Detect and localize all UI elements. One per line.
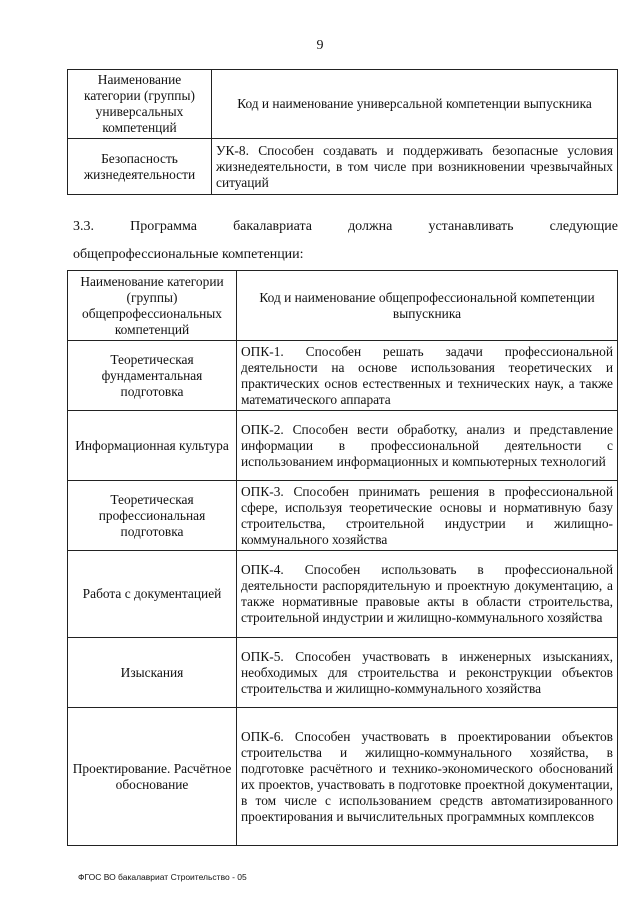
intro-paragraph-line2: общепрофессиональные компетенции:	[73, 247, 304, 262]
table-row	[68, 551, 618, 638]
competence-cell: ОПК-2. Способен вести обработку, анализ и представление информации в профессиональной деятельности с использованием информационных и компьютерных технологий	[237, 411, 618, 481]
paragraph-word: должна	[348, 219, 393, 234]
table-row	[68, 708, 618, 846]
table-row	[68, 139, 618, 195]
paragraph-word: бакалавриата	[233, 219, 312, 234]
general-professional-competencies-table	[67, 270, 618, 846]
code-header-cell: Код и наименование универсальной компетенции выпускника	[212, 70, 618, 139]
paragraph-word: Программа	[130, 219, 197, 234]
competence-cell: УК-8. Способен создавать и поддерживать безопасные условия жизнедеятельности, в том числе при возникновении чрезвычайных ситуаций	[212, 139, 618, 195]
table-header-row	[68, 70, 618, 139]
category-header-cell: Наименование категории (группы) универсальных компетенций	[68, 70, 212, 139]
document-footer: ФГОС ВО бакалавриат Строительство - 05	[78, 872, 247, 882]
competence-cell: ОПК-1. Способен решать задачи профессиональной деятельности на основе использования теоретических и практических основ естественных и технических наук, а также математического аппарата	[237, 341, 618, 411]
competence-cell: ОПК-3. Способен принимать решения в профессиональной сфере, используя теоретические основы и нормативную базу строительства, строительной индустрии и жилищно-коммунального хозяйства	[237, 481, 618, 551]
category-cell: Теоретическая профессиональная подготовка	[68, 481, 237, 551]
universal-competencies-table	[67, 69, 618, 195]
table-row	[68, 341, 618, 411]
paragraph-word: следующие	[549, 219, 618, 234]
category-cell: Изыскания	[68, 638, 237, 708]
category-cell: Теоретическая фундаментальная подготовка	[68, 341, 237, 411]
code-header-cell: Код и наименование общепрофессиональной компетенции выпускника	[237, 271, 618, 341]
category-cell: Безопасность жизнедеятельности	[68, 139, 212, 195]
table-row	[68, 481, 618, 551]
category-cell: Работа с документацией	[68, 551, 237, 638]
category-cell: Информационная культура	[68, 411, 237, 481]
intro-paragraph-line1	[73, 217, 618, 237]
paragraph-word: 3.3.	[73, 219, 94, 234]
competence-cell: ОПК-4. Способен использовать в профессиональной деятельности распорядительную и проектную документацию, а также нормативные правовые акты в области строительства, строительной индустрии и жилищно-коммунального хозяйства	[237, 551, 618, 638]
table-row	[68, 411, 618, 481]
competence-cell: ОПК-5. Способен участвовать в инженерных изысканиях, необходимых для строительства и реконструкции объектов строительства и жилищно-коммунального хозяйства	[237, 638, 618, 708]
category-header-cell: Наименование категории (группы) общепрофессиональных компетенций	[68, 271, 237, 341]
competence-cell: ОПК-6. Способен участвовать в проектировании объектов строительства и жилищно-коммунального хозяйства, в подготовке расчётного и технико-экономического обоснований их проектов, участвовать в подготовке проектной документации, в том числе с использованием средств автоматизированного проектирования и вычислительных программных комплексов	[237, 708, 618, 846]
page-number: 9	[316, 38, 324, 53]
category-cell: Проектирование. Расчётное обоснование	[68, 708, 237, 846]
paragraph-word: устанавливать	[428, 219, 514, 234]
table-header-row	[68, 271, 618, 341]
table-row	[68, 638, 618, 708]
